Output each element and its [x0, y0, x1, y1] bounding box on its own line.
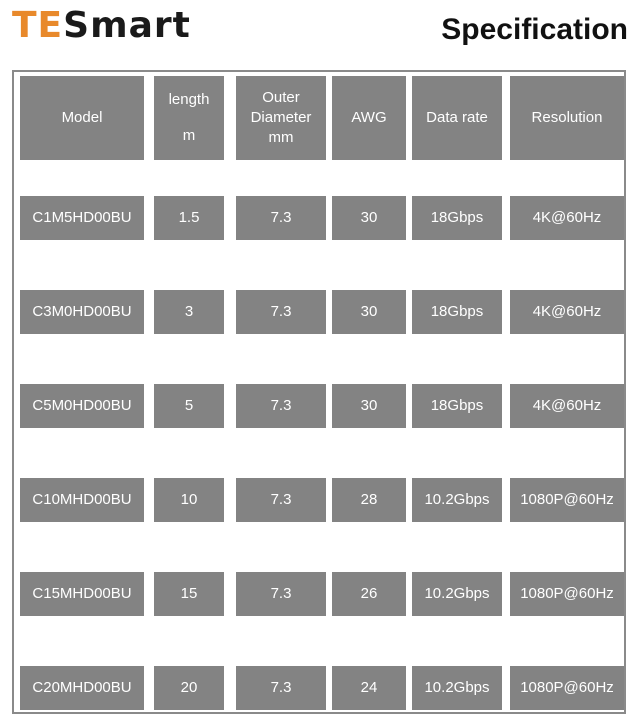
- row-3-data-rate: 18Gbps: [412, 384, 502, 428]
- header-resolution-line-1: Resolution: [531, 109, 603, 126]
- brand-logo-te: TE: [12, 5, 64, 46]
- row-3-outer-diameter: 7.3: [236, 384, 326, 428]
- row-4-outer-diameter: 7.3: [236, 478, 326, 522]
- row-1-length: 1.5: [154, 196, 224, 240]
- header-length-line-2: m: [182, 127, 196, 144]
- row-4-data-rate: 10.2Gbps: [412, 478, 502, 522]
- row-2-model: C3M0HD00BU: [20, 290, 144, 334]
- header-resolution: [510, 76, 624, 160]
- row-3-model: C5M0HD00BU: [20, 384, 144, 428]
- row-1-data-rate: 18Gbps: [412, 196, 502, 240]
- row-3-length: 5: [154, 384, 224, 428]
- row-6-data-rate: 10.2Gbps: [412, 666, 502, 710]
- header-outer-diameter-line-2: Diameter: [250, 109, 312, 126]
- row-4-resolution: 1080P@60Hz: [510, 478, 624, 522]
- row-1-awg: 30: [332, 196, 406, 240]
- row-4-awg: 28: [332, 478, 406, 522]
- row-5-awg: 26: [332, 572, 406, 616]
- header-awg: [332, 76, 406, 160]
- row-5-model: C15MHD00BU: [20, 572, 144, 616]
- header-data-rate: [412, 76, 502, 160]
- row-2-resolution: 4K@60Hz: [510, 290, 624, 334]
- row-6-length: 20: [154, 666, 224, 710]
- header-outer-diameter-line-3: mm: [268, 129, 294, 146]
- page-title: Specification: [441, 13, 628, 46]
- row-5-resolution: 1080P@60Hz: [510, 572, 624, 616]
- header-model: [20, 76, 144, 160]
- row-6-model: C20MHD00BU: [20, 666, 144, 710]
- header-outer-diameter-line-1: Outer: [262, 89, 300, 106]
- row-4-length: 10: [154, 478, 224, 522]
- brand-logo: [12, 2, 191, 50]
- row-5-length: 15: [154, 572, 224, 616]
- row-3-awg: 30: [332, 384, 406, 428]
- row-4-model: C10MHD00BU: [20, 478, 144, 522]
- row-2-data-rate: 18Gbps: [412, 290, 502, 334]
- header-model-line-1: Model: [61, 109, 103, 126]
- header-data-rate-line-1: Data rate: [426, 109, 488, 126]
- row-5-outer-diameter: 7.3: [236, 572, 326, 616]
- brand-logo-smart: Smart: [63, 5, 191, 46]
- row-2-outer-diameter: 7.3: [236, 290, 326, 334]
- row-3-resolution: 4K@60Hz: [510, 384, 624, 428]
- row-5-data-rate: 10.2Gbps: [412, 572, 502, 616]
- row-6-awg: 24: [332, 666, 406, 710]
- row-1-resolution: 4K@60Hz: [510, 196, 624, 240]
- row-1-outer-diameter: 7.3: [236, 196, 326, 240]
- row-2-awg: 30: [332, 290, 406, 334]
- header-outer-diameter: [236, 76, 326, 160]
- row-1-model: C1M5HD00BU: [20, 196, 144, 240]
- spec-table: [12, 70, 626, 714]
- row-6-resolution: 1080P@60Hz: [510, 666, 624, 710]
- header-length: [154, 76, 224, 160]
- row-2-length: 3: [154, 290, 224, 334]
- row-6-outer-diameter: 7.3: [236, 666, 326, 710]
- header-awg-line-1: AWG: [351, 109, 387, 126]
- header-length-line-1: length: [168, 91, 210, 108]
